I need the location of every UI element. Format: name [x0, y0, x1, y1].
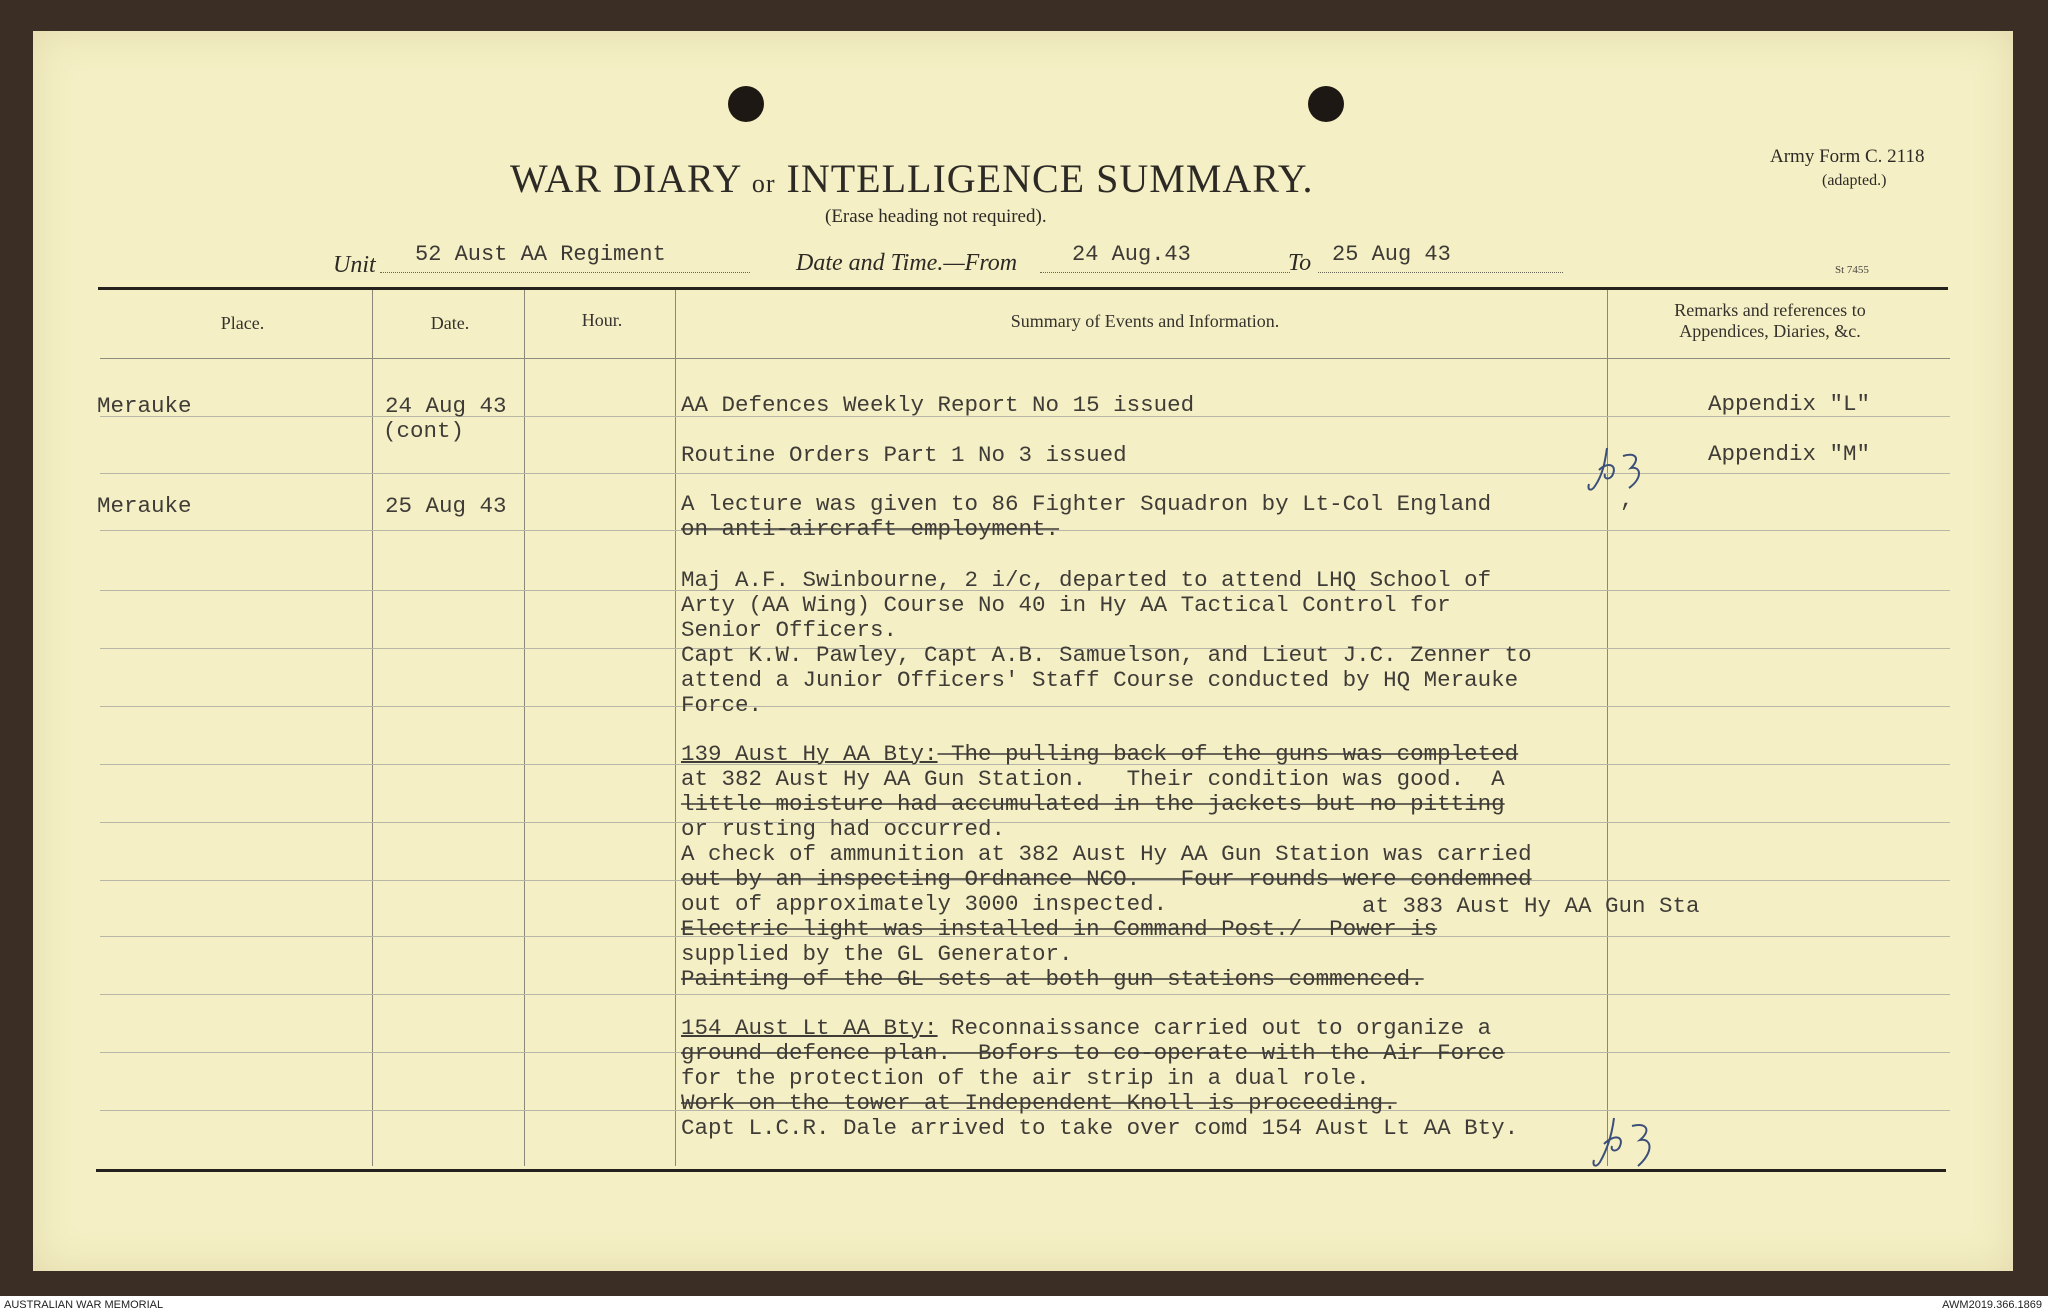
- place-entry: Merauke: [97, 393, 192, 419]
- summary-line: at 382 Aust Hy AA Gun Station. Their condition was good. A: [681, 766, 1505, 792]
- summary-line: Electric light was installed in Command Post./ Power is: [681, 916, 1438, 942]
- summary-line-text: Reconnaissance carried out to organize a: [937, 1015, 1492, 1041]
- summary-line: ground defence plan. Bofors to co-operate with the Air Force: [681, 1040, 1505, 1066]
- summary-line-139-bty: [681, 742, 1518, 767]
- date-entry: 24 Aug 43: [385, 393, 507, 419]
- handwritten-initials-icon: [1585, 444, 1655, 496]
- column-header-place: Place.: [220, 313, 265, 333]
- summary-line: Capt K.W. Pawley, Capt A.B. Samuelson, and Lieut J.C. Zenner to: [681, 642, 1532, 668]
- table-top-rule: [98, 287, 1948, 290]
- summary-line: Work on the tower at Independent Knoll is proceeding.: [681, 1090, 1397, 1116]
- from-date-value: 24 Aug.43: [1072, 242, 1191, 267]
- punch-hole-left: [728, 86, 764, 122]
- title-or: or: [751, 169, 776, 198]
- footer-caption-bar: [0, 1296, 2048, 1314]
- place-entry: Merauke: [97, 493, 192, 519]
- remark-appendix-m: Appendix "M": [1708, 441, 1871, 467]
- table-bottom-rule: [96, 1169, 1946, 1172]
- summary-line: on anti-aircraft employment.: [681, 516, 1060, 542]
- summary-line: attend a Junior Officers' Staff Course conducted by HQ Merauke: [681, 667, 1519, 693]
- remark-appendix-l: Appendix "L": [1708, 391, 1871, 417]
- to-date-value: 25 Aug 43: [1332, 242, 1451, 267]
- summary-line: Maj A.F. Swinbourne, 2 i/c, departed to attend LHQ School of: [681, 567, 1492, 593]
- handwritten-initials-icon: [1588, 1112, 1668, 1176]
- date-time-label: Date and Time.—From: [796, 250, 1018, 276]
- to-dotline: [1318, 272, 1563, 273]
- summary-line: supplied by the GL Generator.: [681, 941, 1073, 967]
- summary-line: AA Defences Weekly Report No 15 issued: [681, 392, 1195, 418]
- from-dotline: [1040, 272, 1290, 273]
- battery-heading-139: 139 Aust Hy AA Bty:: [681, 741, 938, 767]
- title-intelligence-summary: INTELLIGENCE SUMMARY.: [786, 156, 1314, 201]
- to-label: To: [1288, 250, 1312, 276]
- summary-line: out by an inspecting Ordnance NCO. Four rounds were condemned: [681, 866, 1532, 892]
- summary-line: A lecture was given to 86 Fighter Squadron by Lt-Col England: [681, 491, 1492, 517]
- column-header-remarks-line2: Appendices, Diaries, &c.: [1679, 321, 1861, 341]
- army-form-adapted: (adapted.): [1822, 172, 1887, 189]
- date-entry-cont: (cont): [383, 418, 465, 444]
- summary-line: little moisture had accumulated in the jackets but no pitting: [681, 791, 1505, 817]
- ruled-line: [100, 994, 1950, 995]
- page-title: [510, 155, 1410, 202]
- column-divider-date: [524, 290, 525, 1166]
- army-form-number: Army Form C. 2118: [1770, 146, 1925, 167]
- stationery-code: St 7455: [1835, 264, 1869, 276]
- remark-mark: ,: [1620, 487, 1634, 513]
- unit-value: 52 Aust AA Regiment: [415, 242, 666, 267]
- column-divider-place: [372, 290, 373, 1166]
- column-header-date: Date.: [430, 313, 470, 333]
- summary-line: Capt L.C.R. Dale arrived to take over comd 154 Aust Lt AA Bty.: [681, 1115, 1519, 1141]
- summary-line: or rusting had occurred.: [681, 816, 1006, 842]
- column-header-hour: Hour.: [581, 310, 623, 330]
- punch-hole-right: [1308, 86, 1344, 122]
- summary-insertion: at 383 Aust Hy AA Gun Sta: [1362, 893, 1700, 919]
- summary-line: Arty (AA Wing) Course No 40 in Hy AA Tactical Control for: [681, 592, 1451, 618]
- column-header-remarks-line1: Remarks and references to: [1674, 300, 1866, 320]
- title-war-diary: WAR DIARY: [510, 156, 741, 201]
- column-divider-hour: [675, 290, 676, 1166]
- summary-line: for the protection of the air strip in a dual role.: [681, 1065, 1370, 1091]
- unit-dotline: [380, 272, 750, 273]
- ruled-line: [100, 473, 1950, 474]
- summary-line: Routine Orders Part 1 No 3 issued: [681, 442, 1127, 468]
- summary-line: A check of ammunition at 382 Aust Hy AA Gun Station was carried: [681, 841, 1532, 867]
- summary-line: Force.: [681, 692, 763, 718]
- summary-line: out of approximately 3000 inspected.: [681, 891, 1168, 917]
- date-entry: 25 Aug 43: [385, 493, 507, 519]
- column-header-summary: Summary of Events and Information.: [1010, 311, 1280, 331]
- summary-line-154-bty: [681, 1016, 1491, 1041]
- summary-line-text: The pulling back of the guns was completed: [937, 741, 1519, 767]
- footer-accession-number: AWM2019.366.1869: [1942, 1299, 2042, 1311]
- battery-heading-154: 154 Aust Lt AA Bty:: [681, 1015, 938, 1041]
- unit-label: Unit: [333, 252, 376, 278]
- column-divider-summary: [1607, 290, 1608, 1166]
- summary-line: Painting of the GL sets at both gun stations commenced.: [681, 966, 1424, 992]
- footer-institution: AUSTRALIAN WAR MEMORIAL: [4, 1299, 164, 1311]
- subtitle: (Erase heading not required).: [825, 206, 1047, 227]
- summary-line: Senior Officers.: [681, 617, 898, 643]
- ruled-line: [100, 706, 1950, 707]
- header-ruled-line: [100, 358, 1950, 359]
- ruled-line: [100, 822, 1950, 823]
